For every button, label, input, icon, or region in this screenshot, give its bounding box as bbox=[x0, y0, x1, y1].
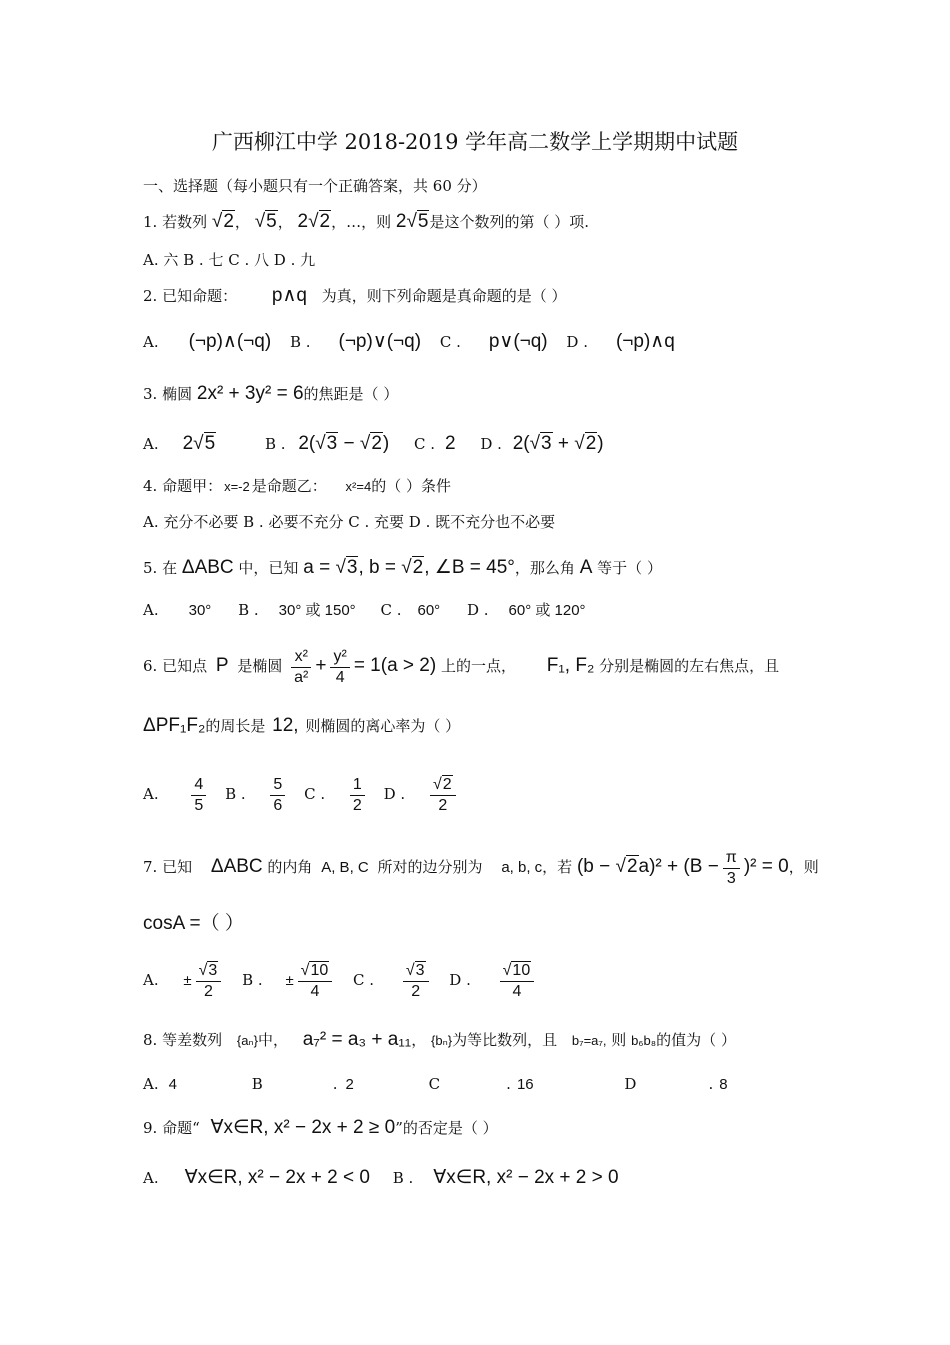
question-7-options: A. ± $\frac{√3}{2}$ B . ± $\frac{√10}{4}$ C . $\frac{√3}{2}$ D . $\frac{√10}{4}$ bbox=[143, 952, 538, 1009]
question-9-options: A. ∀x∈R, x² − 2x + 2 < 0 B . ∀x∈R, x² − 2x + 2 > 0 bbox=[143, 1167, 619, 1188]
question-5-options: A. 30° B . 30° 或 150° C . 60° D . 60° 或 120° bbox=[143, 601, 586, 619]
section-heading: 一、选择题（每小题只有一个正确答案，共 60 分） bbox=[143, 177, 487, 195]
question-6: 6. 已知点 P 是椭圆 $\frac{\text{x²}}{\text{a²}}$ + $\frac{\text{y²}}{4}$ = 1(a > 2) 上的一点， F₁, F₂ 分别是椭圆的左右焦点，且 bbox=[143, 647, 780, 686]
question-8-options: A. 4 B . 2 C . 16 D . 8 bbox=[143, 1075, 728, 1093]
question-6-cont: ΔPF₁F₂的周长是 12, 则椭圆的离心率为（ ） bbox=[143, 715, 461, 736]
question-7: 7. 已知 ΔABC 的内角 A, B, C 所对的边分别为 a, b, c，若 (b − √2a)² + (B − $\frac{\pi}{3}$ )² = 0，则 bbox=[143, 848, 819, 887]
question-1: 1. 若数列 √2， √5， 2√2，…，则 2√5是这个数列的第（ ）项. bbox=[143, 211, 589, 232]
question-2-options: A. (¬p)∧(¬q) B . (¬p)∨(¬q) C . p∨(¬q) D . (¬p)∧q bbox=[143, 331, 675, 352]
question-2: 2. 已知命题： p∧q 为真，则下列命题是真命题的是（ ） bbox=[143, 285, 567, 306]
question-7-cont: cosA =（ ） bbox=[143, 913, 244, 934]
question-8: 8. 等差数列 {aₙ}中， a₇² = a₃ + a₁₁， {bₙ}为等比数列，且 b₇=a₇, 则 b₆b₈的值为（ ） bbox=[143, 1029, 736, 1050]
question-9: 9. 命题“ ∀x∈R, x² − 2x + 2 ≥ 0”的否定是（ ） bbox=[143, 1117, 498, 1138]
question-4: 4. 命题甲： x=-2 是命题乙： x²=4的（ ）条件 bbox=[143, 477, 451, 495]
question-1-options: A. 六 B . 七 C . 八 D . 九 bbox=[143, 251, 316, 269]
question-4-options: A. 充分不必要 B . 必要不充分 C . 充要 D . 既不充分也不必要 bbox=[143, 513, 556, 531]
page-title: 广西柳江中学 2018-2019 学年高二数学上学期期中试题 bbox=[211, 130, 739, 154]
question-5: 5. 在 ΔABC 中，已知 a = √3, b = √2, ∠B = 45°，那么角 A 等于（ ） bbox=[143, 557, 662, 578]
question-3: 3. 椭圆 2x² + 3y² = 6的焦距是（ ） bbox=[143, 383, 399, 404]
question-3-options: A. 2√5 B . 2(√3 − √2) C . 2 D . 2(√3 + √2) bbox=[143, 433, 604, 454]
question-6-options: A. $\frac{4}{5}$ B . $\frac{5}{6}$ C . $\frac{1}{2}$ D . $\frac{√2}{2}$ bbox=[143, 766, 460, 822]
